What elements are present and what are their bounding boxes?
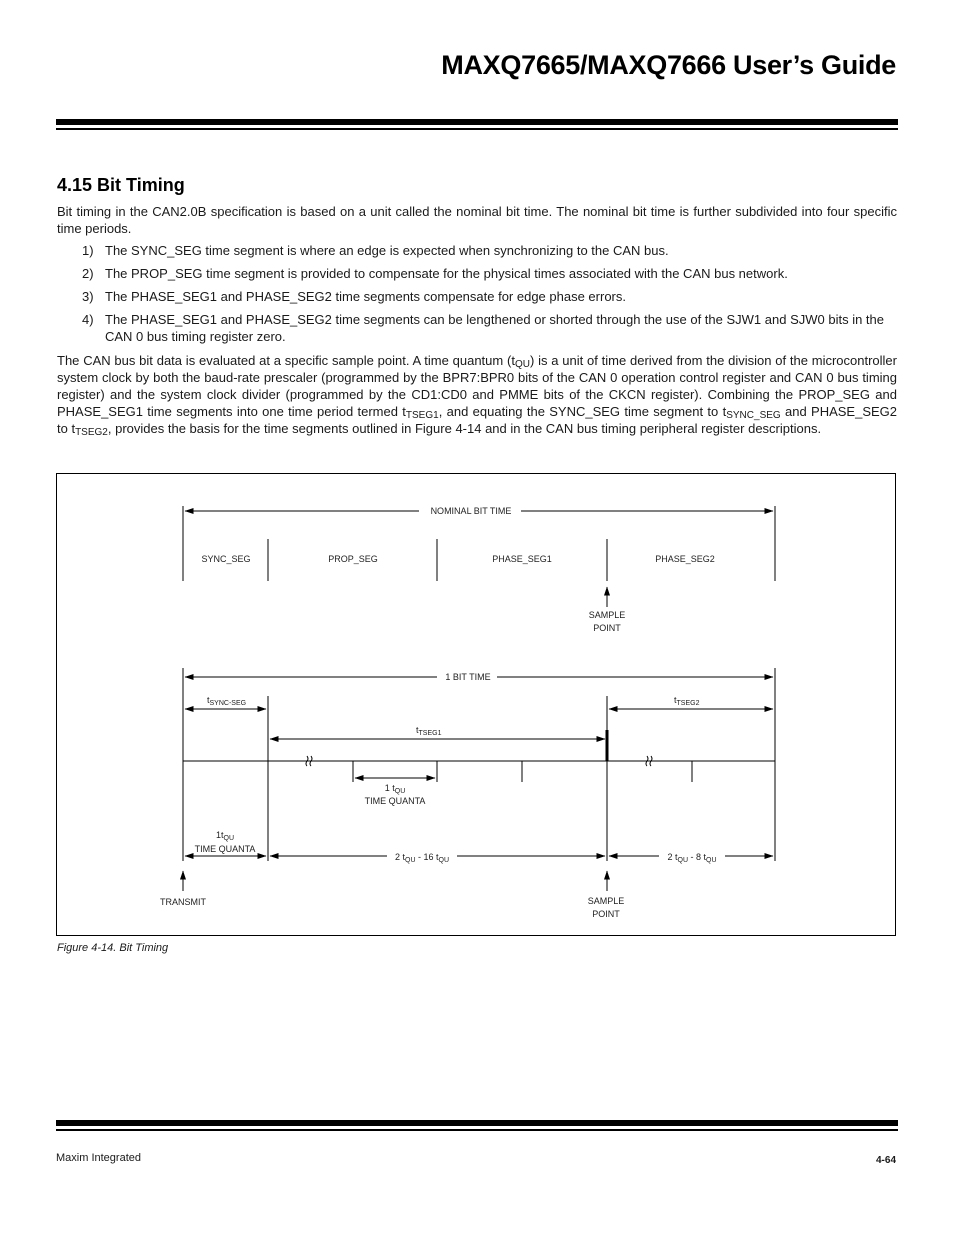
bit-timing-figure: [56, 473, 896, 936]
list-item: 4) The PHASE_SEG1 and PHASE_SEG2 time segments can be lengthened or shorted through the use of the SJW1 and SJW0 bits in the CAN 0 bus timing register zero.: [82, 312, 884, 344]
intro-paragraph: Bit timing in the CAN2.0B specification is based on a unit called the nominal bit time. The nominal bit time is further subdivided into four specific time periods.: [57, 204, 897, 236]
segment-label-sync-seg: SYNC_SEG: [201, 554, 251, 564]
list-item: 3) The PHASE_SEG1 and PHASE_SEG2 time segments compensate for edge phase errors.: [82, 289, 626, 304]
segment-label-prop-seg: PROP_SEG: [328, 554, 378, 564]
segment-label-phase-seg2: PHASE_SEG2: [655, 554, 715, 564]
tseg2-range-label: 2 $t_{QU} - 8$ $t_{QU}$: [667, 852, 717, 864]
footer-rule-thick: [56, 1120, 898, 1126]
footer-company: Maxim Integrated: [56, 1152, 141, 1164]
page-number: 4-64: [875, 1155, 896, 1166]
time-quanta-label: TIME QUANTA: [364, 796, 426, 806]
t-tseg1-label: $t_{TSEG1}$: [416, 725, 442, 737]
sample-point-label: POINT: [592, 909, 620, 919]
section-heading: 4.15 Bit Timing: [57, 175, 185, 195]
t-sync-seg-label: $t_{SYNC-SEG}$: [207, 695, 247, 707]
sample-point-label: POINT: [593, 623, 621, 633]
header-rule-thick: [56, 119, 898, 125]
tseg1-range-label: 2 $t_{QU} - 16$ $t_{QU}$: [394, 852, 450, 864]
one-tq-label: 1 $t_{QU}$: [384, 783, 406, 795]
time-quanta-label: TIME QUANTA: [194, 844, 256, 854]
one-tq-sync-label: $1t_{QU}$: [215, 830, 235, 842]
sample-point-label: SAMPLE: [587, 896, 625, 906]
nominal-bit-time-label: NOMINAL BIT TIME: [430, 506, 512, 516]
footer-rule-thin: [56, 1129, 898, 1131]
list-item: 2) The PROP_SEG time segment is provided to compensate for the physical times associated with the CAN bus network.: [82, 266, 788, 281]
t-tseg2-label: $t_{TSEG2}$: [674, 695, 700, 707]
body-paragraph: The CAN bus bit data is evaluated at a specific sample point. A time quantum $(t_{QU})$ is a unit of time derived from the division of the microcontroller system clock by both the baud-rate prescaler (programmed by the BPR7:BPR0 bits of the CAN 0 operation control register and CAN 0 bus timing register) and the system clock divider (programmed by the CD1:CD0 and PMME bits of the CKCN register). Combining the PROP_SEG and PHASE_SEG1 time segments into one time period termed $t_{TSEG1}$, and equating the SYNC_SEG time segment to $t_{SYNC\_SEG}$ and PHASE_SEG2 to $t_{TSEG2}$, provides the basis for the time segments outlined in Figure 4-14 and in the CAN bus timing peripheral register descriptions.: [57, 353, 898, 438]
bit-timing-diagram: [57, 474, 897, 937]
sample-point-label: SAMPLE: [588, 610, 626, 620]
transmit-label: TRANSMIT: [160, 897, 206, 907]
segment-label-phase-seg1: PHASE_SEG1: [492, 554, 552, 564]
figure-caption: Figure 4-14. Bit Timing: [57, 942, 169, 954]
one-bit-time-label: 1 BIT TIME: [445, 672, 491, 682]
list-item: 1) The SYNC_SEG time segment is where an edge is expected when synchronizing to the CAN bus.: [82, 243, 669, 258]
header-rule-thin: [56, 128, 898, 130]
time-segment-list: [57, 242, 897, 351]
document-title: MAXQ7665/MAXQ7666 User’s Guide: [441, 50, 896, 80]
